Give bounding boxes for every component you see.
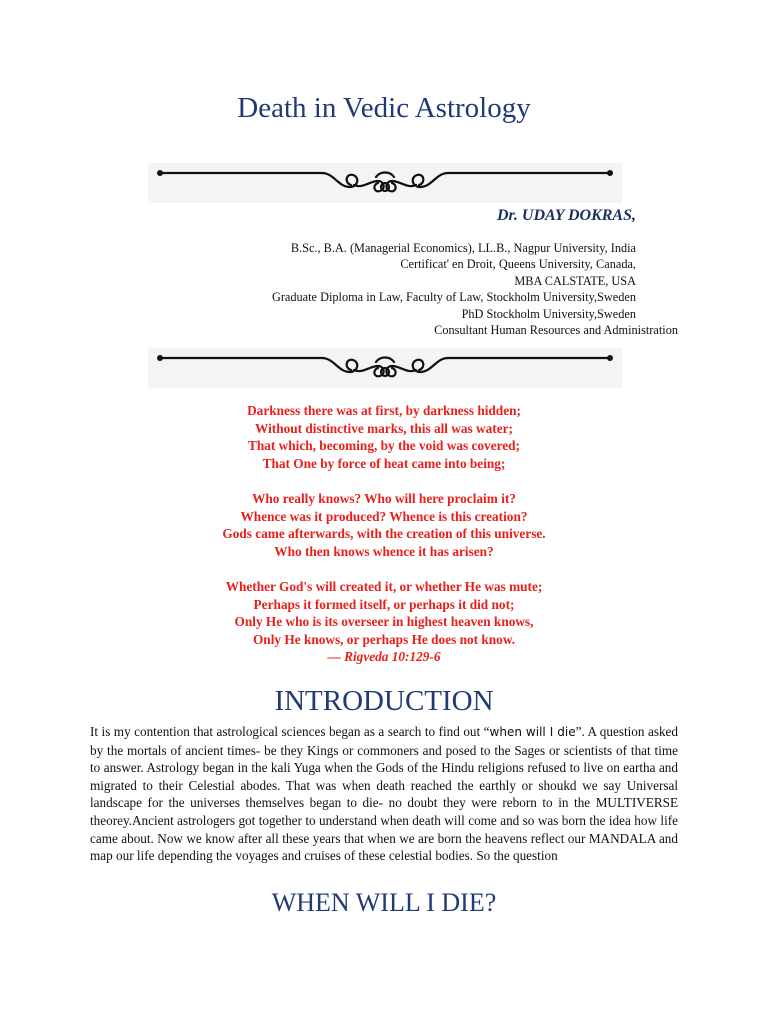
poem-line: Whence was it produced? Whence is this creation?	[240, 508, 528, 524]
author-name: Dr. UDAY DOKRAS,	[497, 207, 636, 224]
rigveda-poem	[0, 402, 768, 666]
poem-line: Only He knows, or perhaps He does not know.	[252, 631, 516, 647]
intro-text-rest: ”. A question asked by the mortals of ancient times- be they Kings or commoners and posed to the Sages or scientists of that time to answer. Astrology began in the kali Yuga when the Gods of the Hindu religions refused to live on eartha and migrated to their Celestial abodes. That was when death reached the earthly or shoukd we say Universal landscape for the universes themselves began to die- no doubt they were reborn to in the MULTIVERSE theorey.Ancient astrologers got together to understand when death will come and so was born the idea how life came about. Now we know after all these years that when we are born the heavens reflect our MANDALA and map our life depending the voyages and cruises of these celestial bodies. So the question	[90, 724, 678, 864]
credential-line: Certificat' en Droit, Queens University, Canada,	[400, 257, 636, 272]
poem-line: That which, becoming, by the void was covered;	[248, 438, 520, 454]
ornamental-divider	[148, 348, 622, 388]
poem-line: Who really knows? Who will here proclaim it?	[252, 490, 516, 506]
intro-quoted-phrase: when will I die	[489, 725, 576, 739]
credential-line: MBA CALSTATE, USA	[514, 273, 636, 288]
document-title: Death in Vedic Astrology	[237, 92, 531, 124]
poem-line: Who then knows whence it has arisen?	[274, 543, 494, 559]
introduction-paragraph	[90, 723, 678, 865]
flourish-ornament-icon	[148, 348, 622, 388]
flourish-ornament-icon	[148, 163, 622, 203]
author-credentials	[78, 240, 678, 338]
poem-stanza	[0, 578, 768, 666]
poem-line: Gods came afterwards, with the creation of this universe.	[222, 526, 546, 542]
credential-line: B.Sc., B.A. (Managerial Economics), LL.B., Nagpur University, India	[290, 241, 636, 255]
credential-line: Graduate Diploma in Law, Faculty of Law, Stockholm University,Sweden	[271, 290, 636, 305]
when-will-i-die-heading: WHEN WILL I DIE?	[271, 888, 497, 917]
poem-line: That One by force of heat came into being;	[262, 455, 506, 471]
introduction-heading: INTRODUCTION	[274, 685, 494, 717]
credential-line: Consultant Human Resources and Administration	[434, 323, 678, 338]
poem-line: Only He who is its overseer in highest heaven knows,	[234, 614, 534, 630]
credential-line: PhD Stockholm University,Sweden	[461, 306, 636, 321]
intro-text-start: It is my contention that astrological sciences began as a search to find out “	[90, 724, 490, 739]
poem-line: Whether God's will created it, or whether He was mute;	[225, 578, 543, 594]
ornamental-divider	[148, 163, 622, 203]
poem-line: Perhaps it formed itself, or perhaps it did not;	[253, 596, 515, 612]
poem-stanza	[0, 490, 768, 560]
poem-line: Darkness there was at first, by darkness hidden;	[247, 403, 521, 418]
poem-attribution: — Rigveda 10:129-6	[327, 649, 441, 665]
poem-stanza	[0, 402, 768, 472]
poem-line: Without distinctive marks, this all was water;	[255, 420, 513, 436]
